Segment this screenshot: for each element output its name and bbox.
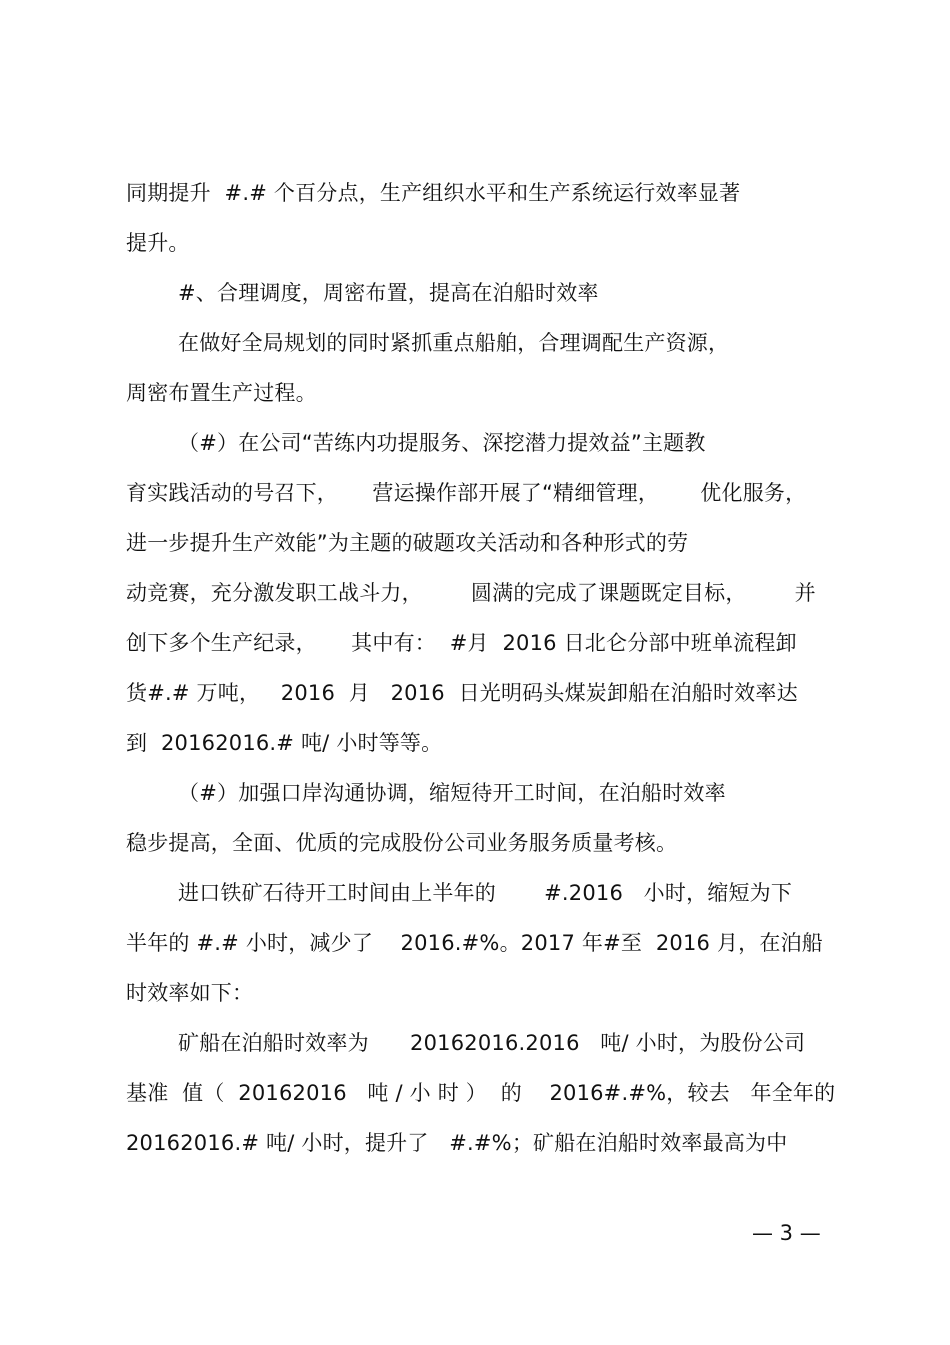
- text-line: 提升。: [126, 231, 190, 255]
- text-line: 半年的 #.# 小时，减少了 2016.#%。2017 年#至 2016 月，在泊船: [126, 931, 823, 955]
- page-number: — 3 —: [752, 1221, 821, 1245]
- text-line: 到 20162016.# 吨/ 小时等等。: [126, 731, 443, 755]
- text-line: 周密布置生产过程。: [126, 381, 317, 405]
- text-line: 在做好全局规划的同时紧抓重点船舶，合理调配生产资源，: [178, 331, 730, 355]
- text-line: （#）加强口岸沟通协调，缩短待开工时间，在泊船时效率: [178, 781, 726, 805]
- text-line: 同期提升 #.# 个百分点，生产组织水平和生产系统运行效率显著: [126, 181, 741, 205]
- section-heading: #、合理调度，周密布置，提高在泊船时效率: [178, 281, 599, 305]
- text-line: 创下多个生产纪录， 其中有： #月 2016 日北仑分部中班单流程卸: [126, 631, 797, 655]
- text-line: 货#.# 万吨， 2016 月 2016 日光明码头煤炭卸船在泊船时效率达: [126, 681, 798, 705]
- text-line: 20162016.# 吨/ 小时，提升了 #.#%；矿船在泊船时效率最高为中: [126, 1131, 788, 1155]
- text-line: 育实践活动的号召下， 营运操作部开展了“精细管理， 优化服务，: [126, 481, 807, 505]
- text-line: （#）在公司“苦练内功提服务、深挖潜力提效益”主题教: [178, 431, 706, 455]
- text-line: 动竞赛，充分激发职工战斗力， 圆满的完成了课题既定目标， 并: [126, 581, 816, 605]
- text-line: 基准 值（ 20162016 吨 / 小 时 ） 的 2016#.#%，较去 年全年的: [126, 1081, 836, 1105]
- text-line: 进一步提升生产效能”为主题的破题攻关活动和各种形式的劳: [126, 531, 689, 555]
- text-line: 时效率如下：: [126, 981, 254, 1005]
- text-line: 进口铁矿石待开工时间由上半年的 #.2016 小时，缩短为下: [178, 881, 793, 905]
- text-line: 矿船在泊船时效率为 20162016.2016 吨/ 小时，为股份公司: [178, 1031, 806, 1055]
- text-line: 稳步提高，全面、优质的完成股份公司业务服务质量考核。: [126, 831, 678, 855]
